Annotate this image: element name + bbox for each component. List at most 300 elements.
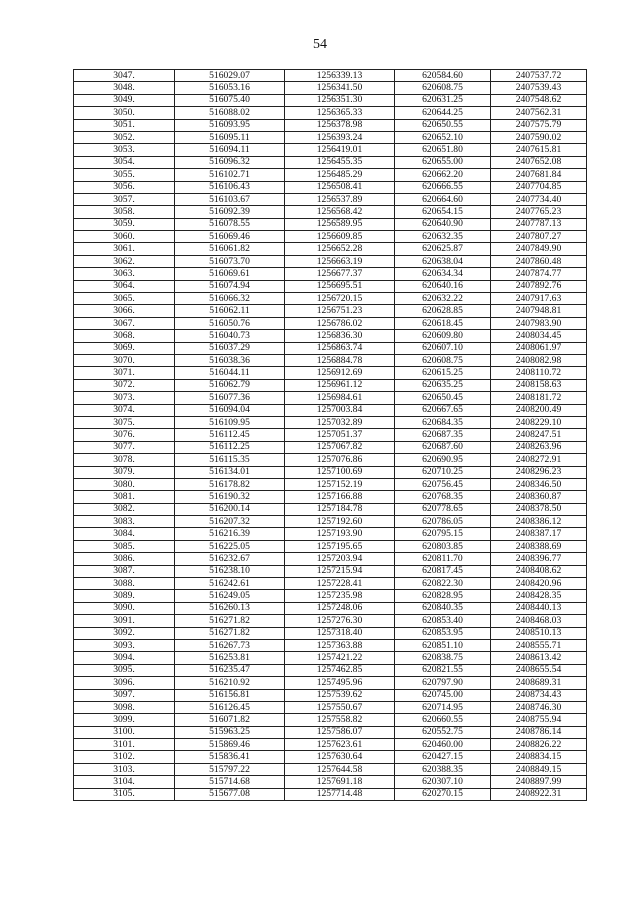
y2-coordinate-cell: 2408510.13 — [491, 627, 587, 639]
x1-coordinate-cell: 516242.61 — [175, 578, 285, 590]
y2-coordinate-cell: 2407562.31 — [491, 107, 587, 119]
x1-coordinate-cell: 516103.67 — [175, 193, 285, 205]
point-number-cell: 3101. — [74, 739, 175, 751]
x1-coordinate-cell: 516044.11 — [175, 367, 285, 379]
table-row — [74, 107, 587, 119]
x1-coordinate-cell: 516190.32 — [175, 491, 285, 503]
point-number-cell: 3086. — [74, 553, 175, 565]
point-number-cell: 3098. — [74, 701, 175, 713]
x1-coordinate-cell: 516126.45 — [175, 701, 285, 713]
y1-coordinate-cell: 1257276.30 — [285, 615, 395, 627]
y1-coordinate-cell: 1257714.48 — [285, 788, 395, 800]
y1-coordinate-cell: 1256339.13 — [285, 70, 395, 82]
point-number-cell: 3093. — [74, 639, 175, 651]
y1-coordinate-cell: 1256508.41 — [285, 181, 395, 193]
x1-coordinate-cell: 516096.32 — [175, 156, 285, 168]
x2-coordinate-cell: 620851.10 — [395, 639, 491, 651]
point-number-cell: 3081. — [74, 491, 175, 503]
point-number-cell: 3050. — [74, 107, 175, 119]
y1-coordinate-cell: 1257067.82 — [285, 441, 395, 453]
x1-coordinate-cell: 516037.29 — [175, 342, 285, 354]
point-number-cell: 3082. — [74, 503, 175, 515]
point-number-cell: 3095. — [74, 664, 175, 676]
y2-coordinate-cell: 2407590.02 — [491, 131, 587, 143]
y1-coordinate-cell: 1257644.58 — [285, 763, 395, 775]
y1-coordinate-cell: 1257495.96 — [285, 677, 395, 689]
x1-coordinate-cell: 516094.04 — [175, 404, 285, 416]
x1-coordinate-cell: 516078.55 — [175, 218, 285, 230]
y2-coordinate-cell: 2408428.35 — [491, 590, 587, 602]
point-number-cell: 3051. — [74, 119, 175, 131]
point-number-cell: 3104. — [74, 776, 175, 788]
y1-coordinate-cell: 1257586.07 — [285, 726, 395, 738]
table-row — [74, 293, 587, 305]
x1-coordinate-cell: 516232.67 — [175, 553, 285, 565]
y1-coordinate-cell: 1257558.82 — [285, 714, 395, 726]
x1-coordinate-cell: 515797.22 — [175, 763, 285, 775]
y1-coordinate-cell: 1257363.88 — [285, 639, 395, 651]
x2-coordinate-cell: 620634.34 — [395, 268, 491, 280]
table-row — [74, 503, 587, 515]
table-row — [74, 429, 587, 441]
x2-coordinate-cell: 620664.60 — [395, 193, 491, 205]
y1-coordinate-cell: 1257421.22 — [285, 652, 395, 664]
y2-coordinate-cell: 2408346.50 — [491, 478, 587, 490]
point-number-cell: 3100. — [74, 726, 175, 738]
x1-coordinate-cell: 516074.94 — [175, 280, 285, 292]
x2-coordinate-cell: 620811.70 — [395, 553, 491, 565]
point-number-cell: 3070. — [74, 354, 175, 366]
table-row — [74, 206, 587, 218]
x1-coordinate-cell: 516062.79 — [175, 379, 285, 391]
x2-coordinate-cell: 620640.16 — [395, 280, 491, 292]
x2-coordinate-cell: 620644.25 — [395, 107, 491, 119]
y1-coordinate-cell: 1256961.12 — [285, 379, 395, 391]
point-number-cell: 3047. — [74, 70, 175, 82]
table-row — [74, 491, 587, 503]
x2-coordinate-cell: 620608.75 — [395, 82, 491, 94]
x1-coordinate-cell: 516073.70 — [175, 255, 285, 267]
y1-coordinate-cell: 1257184.78 — [285, 503, 395, 515]
point-number-cell: 3096. — [74, 677, 175, 689]
point-number-cell: 3084. — [74, 528, 175, 540]
point-number-cell: 3085. — [74, 540, 175, 552]
y1-coordinate-cell: 1256677.37 — [285, 268, 395, 280]
point-number-cell: 3068. — [74, 330, 175, 342]
y2-coordinate-cell: 2408689.31 — [491, 677, 587, 689]
x1-coordinate-cell: 516112.25 — [175, 441, 285, 453]
x1-coordinate-cell: 516095.11 — [175, 131, 285, 143]
table-row — [74, 156, 587, 168]
table-row — [74, 94, 587, 106]
point-number-cell: 3090. — [74, 602, 175, 614]
coordinates-table-body — [74, 70, 587, 801]
table-row — [74, 169, 587, 181]
y1-coordinate-cell: 1256393.24 — [285, 131, 395, 143]
x2-coordinate-cell: 620460.00 — [395, 739, 491, 751]
table-row — [74, 379, 587, 391]
x1-coordinate-cell: 515677.08 — [175, 788, 285, 800]
point-number-cell: 3059. — [74, 218, 175, 230]
table-row — [74, 218, 587, 230]
x2-coordinate-cell: 620608.75 — [395, 354, 491, 366]
point-number-cell: 3056. — [74, 181, 175, 193]
x2-coordinate-cell: 620795.15 — [395, 528, 491, 540]
table-row — [74, 330, 587, 342]
x2-coordinate-cell: 620853.40 — [395, 615, 491, 627]
y2-coordinate-cell: 2407734.40 — [491, 193, 587, 205]
x1-coordinate-cell: 516094.11 — [175, 144, 285, 156]
table-row — [74, 243, 587, 255]
point-number-cell: 3069. — [74, 342, 175, 354]
x1-coordinate-cell: 516106.43 — [175, 181, 285, 193]
x2-coordinate-cell: 620853.95 — [395, 627, 491, 639]
table-row — [74, 602, 587, 614]
y2-coordinate-cell: 2407681.84 — [491, 169, 587, 181]
table-row — [74, 392, 587, 404]
y2-coordinate-cell: 2407575.79 — [491, 119, 587, 131]
x2-coordinate-cell: 620631.25 — [395, 94, 491, 106]
y1-coordinate-cell: 1256351.30 — [285, 94, 395, 106]
y2-coordinate-cell: 2408468.03 — [491, 615, 587, 627]
table-row — [74, 701, 587, 713]
y1-coordinate-cell: 1256720.15 — [285, 293, 395, 305]
y2-coordinate-cell: 2408826.22 — [491, 739, 587, 751]
y2-coordinate-cell: 2407948.81 — [491, 305, 587, 317]
table-row — [74, 342, 587, 354]
table-row — [74, 231, 587, 243]
y1-coordinate-cell: 1257630.64 — [285, 751, 395, 763]
x1-coordinate-cell: 516062.11 — [175, 305, 285, 317]
table-row — [74, 317, 587, 329]
table-row — [74, 478, 587, 490]
y2-coordinate-cell: 2408734.43 — [491, 689, 587, 701]
point-number-cell: 3066. — [74, 305, 175, 317]
x2-coordinate-cell: 620651.80 — [395, 144, 491, 156]
y1-coordinate-cell: 1256884.78 — [285, 354, 395, 366]
table-row — [74, 144, 587, 156]
table-row — [74, 553, 587, 565]
y2-coordinate-cell: 2407652.08 — [491, 156, 587, 168]
x2-coordinate-cell: 620632.35 — [395, 231, 491, 243]
table-row — [74, 280, 587, 292]
y2-coordinate-cell: 2408263.96 — [491, 441, 587, 453]
x2-coordinate-cell: 620652.10 — [395, 131, 491, 143]
x1-coordinate-cell: 516053.16 — [175, 82, 285, 94]
y2-coordinate-cell: 2408408.62 — [491, 565, 587, 577]
x2-coordinate-cell: 620655.00 — [395, 156, 491, 168]
point-number-cell: 3105. — [74, 788, 175, 800]
x1-coordinate-cell: 516040.73 — [175, 330, 285, 342]
table-row — [74, 652, 587, 664]
y1-coordinate-cell: 1257318.40 — [285, 627, 395, 639]
y1-coordinate-cell: 1256419.01 — [285, 144, 395, 156]
x2-coordinate-cell: 620690.95 — [395, 454, 491, 466]
point-number-cell: 3083. — [74, 516, 175, 528]
x1-coordinate-cell: 516200.14 — [175, 503, 285, 515]
point-number-cell: 3052. — [74, 131, 175, 143]
x2-coordinate-cell: 620618.45 — [395, 317, 491, 329]
y2-coordinate-cell: 2408272.91 — [491, 454, 587, 466]
y2-coordinate-cell: 2408082.98 — [491, 354, 587, 366]
point-number-cell: 3089. — [74, 590, 175, 602]
table-row — [74, 714, 587, 726]
table-row — [74, 193, 587, 205]
x2-coordinate-cell: 620840.35 — [395, 602, 491, 614]
x1-coordinate-cell: 516210.92 — [175, 677, 285, 689]
x1-coordinate-cell: 516260.13 — [175, 602, 285, 614]
y1-coordinate-cell: 1256589.95 — [285, 218, 395, 230]
point-number-cell: 3061. — [74, 243, 175, 255]
x2-coordinate-cell: 620778.65 — [395, 503, 491, 515]
y2-coordinate-cell: 2408613.42 — [491, 652, 587, 664]
y1-coordinate-cell: 1256537.89 — [285, 193, 395, 205]
y1-coordinate-cell: 1256378.98 — [285, 119, 395, 131]
y1-coordinate-cell: 1256984.61 — [285, 392, 395, 404]
y1-coordinate-cell: 1256652.28 — [285, 243, 395, 255]
table-row — [74, 70, 587, 82]
y1-coordinate-cell: 1256863.74 — [285, 342, 395, 354]
y2-coordinate-cell: 2407983.90 — [491, 317, 587, 329]
table-row — [74, 540, 587, 552]
y1-coordinate-cell: 1256609.85 — [285, 231, 395, 243]
x1-coordinate-cell: 516134.01 — [175, 466, 285, 478]
x2-coordinate-cell: 620838.75 — [395, 652, 491, 664]
point-number-cell: 3076. — [74, 429, 175, 441]
x1-coordinate-cell: 516061.82 — [175, 243, 285, 255]
x1-coordinate-cell: 516115.35 — [175, 454, 285, 466]
x2-coordinate-cell: 620607.10 — [395, 342, 491, 354]
x2-coordinate-cell: 620662.20 — [395, 169, 491, 181]
table-row — [74, 664, 587, 676]
table-row — [74, 578, 587, 590]
x2-coordinate-cell: 620270.15 — [395, 788, 491, 800]
x1-coordinate-cell: 516112.45 — [175, 429, 285, 441]
x1-coordinate-cell: 516069.46 — [175, 231, 285, 243]
y2-coordinate-cell: 2408440.13 — [491, 602, 587, 614]
x2-coordinate-cell: 620650.45 — [395, 392, 491, 404]
y1-coordinate-cell: 1257195.65 — [285, 540, 395, 552]
x1-coordinate-cell: 515836.41 — [175, 751, 285, 763]
y1-coordinate-cell: 1256365.33 — [285, 107, 395, 119]
point-number-cell: 3075. — [74, 416, 175, 428]
x1-coordinate-cell: 516267.73 — [175, 639, 285, 651]
y1-coordinate-cell: 1256912.69 — [285, 367, 395, 379]
y2-coordinate-cell: 2408296.23 — [491, 466, 587, 478]
point-number-cell: 3094. — [74, 652, 175, 664]
x2-coordinate-cell: 620660.55 — [395, 714, 491, 726]
x2-coordinate-cell: 620625.87 — [395, 243, 491, 255]
table-row — [74, 367, 587, 379]
x1-coordinate-cell: 516235.47 — [175, 664, 285, 676]
x1-coordinate-cell: 516088.02 — [175, 107, 285, 119]
y2-coordinate-cell: 2408849.15 — [491, 763, 587, 775]
y1-coordinate-cell: 1257215.94 — [285, 565, 395, 577]
x1-coordinate-cell: 516038.36 — [175, 354, 285, 366]
y1-coordinate-cell: 1257076.86 — [285, 454, 395, 466]
y2-coordinate-cell: 2407615.81 — [491, 144, 587, 156]
y2-coordinate-cell: 2407860.48 — [491, 255, 587, 267]
x1-coordinate-cell: 516071.82 — [175, 714, 285, 726]
y2-coordinate-cell: 2407892.76 — [491, 280, 587, 292]
y2-coordinate-cell: 2407548.62 — [491, 94, 587, 106]
x2-coordinate-cell: 620687.35 — [395, 429, 491, 441]
x1-coordinate-cell: 516077.36 — [175, 392, 285, 404]
x1-coordinate-cell: 516102.71 — [175, 169, 285, 181]
x1-coordinate-cell: 515963.25 — [175, 726, 285, 738]
y1-coordinate-cell: 1257032.89 — [285, 416, 395, 428]
x2-coordinate-cell: 620828.95 — [395, 590, 491, 602]
coordinates-table — [73, 69, 587, 801]
y2-coordinate-cell: 2408420.96 — [491, 578, 587, 590]
point-number-cell: 3078. — [74, 454, 175, 466]
point-number-cell: 3087. — [74, 565, 175, 577]
table-row — [74, 776, 587, 788]
x2-coordinate-cell: 620307.10 — [395, 776, 491, 788]
x2-coordinate-cell: 620687.60 — [395, 441, 491, 453]
table-row — [74, 689, 587, 701]
y1-coordinate-cell: 1256786.02 — [285, 317, 395, 329]
y2-coordinate-cell: 2408110.72 — [491, 367, 587, 379]
table-row — [74, 119, 587, 131]
x2-coordinate-cell: 620628.85 — [395, 305, 491, 317]
x1-coordinate-cell: 516249.05 — [175, 590, 285, 602]
table-row — [74, 590, 587, 602]
y2-coordinate-cell: 2408922.31 — [491, 788, 587, 800]
table-row — [74, 255, 587, 267]
point-number-cell: 3072. — [74, 379, 175, 391]
y1-coordinate-cell: 1257100.69 — [285, 466, 395, 478]
table-row — [74, 181, 587, 193]
point-number-cell: 3103. — [74, 763, 175, 775]
y2-coordinate-cell: 2408396.77 — [491, 553, 587, 565]
y1-coordinate-cell: 1257003.84 — [285, 404, 395, 416]
y2-coordinate-cell: 2408034.45 — [491, 330, 587, 342]
point-number-cell: 3053. — [74, 144, 175, 156]
x1-coordinate-cell: 516093.95 — [175, 119, 285, 131]
table-row — [74, 441, 587, 453]
x2-coordinate-cell: 620797.90 — [395, 677, 491, 689]
y2-coordinate-cell: 2407787.13 — [491, 218, 587, 230]
point-number-cell: 3049. — [74, 94, 175, 106]
point-number-cell: 3073. — [74, 392, 175, 404]
point-number-cell: 3063. — [74, 268, 175, 280]
point-number-cell: 3102. — [74, 751, 175, 763]
y2-coordinate-cell: 2408387.17 — [491, 528, 587, 540]
y2-coordinate-cell: 2408200.49 — [491, 404, 587, 416]
x1-coordinate-cell: 516271.82 — [175, 627, 285, 639]
y2-coordinate-cell: 2408181.72 — [491, 392, 587, 404]
point-number-cell: 3058. — [74, 206, 175, 218]
y2-coordinate-cell: 2407917.63 — [491, 293, 587, 305]
y2-coordinate-cell: 2407849.90 — [491, 243, 587, 255]
y2-coordinate-cell: 2407765.23 — [491, 206, 587, 218]
x2-coordinate-cell: 620768.35 — [395, 491, 491, 503]
y1-coordinate-cell: 1256485.29 — [285, 169, 395, 181]
x2-coordinate-cell: 620388.35 — [395, 763, 491, 775]
y1-coordinate-cell: 1257228.41 — [285, 578, 395, 590]
y2-coordinate-cell: 2407539.43 — [491, 82, 587, 94]
point-number-cell: 3099. — [74, 714, 175, 726]
x1-coordinate-cell: 516253.81 — [175, 652, 285, 664]
table-row — [74, 404, 587, 416]
y2-coordinate-cell: 2408229.10 — [491, 416, 587, 428]
point-number-cell: 3079. — [74, 466, 175, 478]
y2-coordinate-cell: 2408834.15 — [491, 751, 587, 763]
x1-coordinate-cell: 516029.07 — [175, 70, 285, 82]
x2-coordinate-cell: 620786.05 — [395, 516, 491, 528]
y1-coordinate-cell: 1257235.98 — [285, 590, 395, 602]
x2-coordinate-cell: 620615.25 — [395, 367, 491, 379]
point-number-cell: 3080. — [74, 478, 175, 490]
x2-coordinate-cell: 620756.45 — [395, 478, 491, 490]
point-number-cell: 3048. — [74, 82, 175, 94]
x1-coordinate-cell: 516216.39 — [175, 528, 285, 540]
x1-coordinate-cell: 516156.81 — [175, 689, 285, 701]
table-row — [74, 466, 587, 478]
y2-coordinate-cell: 2408655.54 — [491, 664, 587, 676]
table-row — [74, 788, 587, 800]
x2-coordinate-cell: 620817.45 — [395, 565, 491, 577]
x2-coordinate-cell: 620654.15 — [395, 206, 491, 218]
point-number-cell: 3065. — [74, 293, 175, 305]
point-number-cell: 3062. — [74, 255, 175, 267]
x1-coordinate-cell: 516092.39 — [175, 206, 285, 218]
point-number-cell: 3092. — [74, 627, 175, 639]
y1-coordinate-cell: 1257462.85 — [285, 664, 395, 676]
table-row — [74, 528, 587, 540]
point-number-cell: 3060. — [74, 231, 175, 243]
y1-coordinate-cell: 1257166.88 — [285, 491, 395, 503]
x2-coordinate-cell: 620650.55 — [395, 119, 491, 131]
y2-coordinate-cell: 2408247.51 — [491, 429, 587, 441]
x2-coordinate-cell: 620640.90 — [395, 218, 491, 230]
y1-coordinate-cell: 1257152.19 — [285, 478, 395, 490]
y1-coordinate-cell: 1257193.90 — [285, 528, 395, 540]
x1-coordinate-cell: 516050.76 — [175, 317, 285, 329]
table-row — [74, 615, 587, 627]
y1-coordinate-cell: 1257192.60 — [285, 516, 395, 528]
x1-coordinate-cell: 516207.32 — [175, 516, 285, 528]
x2-coordinate-cell: 620710.25 — [395, 466, 491, 478]
table-row — [74, 739, 587, 751]
table-row — [74, 82, 587, 94]
x2-coordinate-cell: 620714.95 — [395, 701, 491, 713]
y2-coordinate-cell: 2408360.87 — [491, 491, 587, 503]
x2-coordinate-cell: 620821.55 — [395, 664, 491, 676]
y2-coordinate-cell: 2408755.94 — [491, 714, 587, 726]
table-row — [74, 516, 587, 528]
table-row — [74, 639, 587, 651]
point-number-cell: 3054. — [74, 156, 175, 168]
y2-coordinate-cell: 2408786.14 — [491, 726, 587, 738]
y1-coordinate-cell: 1257203.94 — [285, 553, 395, 565]
table-row — [74, 726, 587, 738]
x2-coordinate-cell: 620667.65 — [395, 404, 491, 416]
y2-coordinate-cell: 2408378.50 — [491, 503, 587, 515]
x1-coordinate-cell: 516109.95 — [175, 416, 285, 428]
x2-coordinate-cell: 620638.04 — [395, 255, 491, 267]
table-row — [74, 751, 587, 763]
table-row — [74, 454, 587, 466]
x2-coordinate-cell: 620584.60 — [395, 70, 491, 82]
x1-coordinate-cell: 516271.82 — [175, 615, 285, 627]
y2-coordinate-cell: 2408158.63 — [491, 379, 587, 391]
x1-coordinate-cell: 516069.61 — [175, 268, 285, 280]
y1-coordinate-cell: 1256695.51 — [285, 280, 395, 292]
table-row — [74, 268, 587, 280]
point-number-cell: 3091. — [74, 615, 175, 627]
